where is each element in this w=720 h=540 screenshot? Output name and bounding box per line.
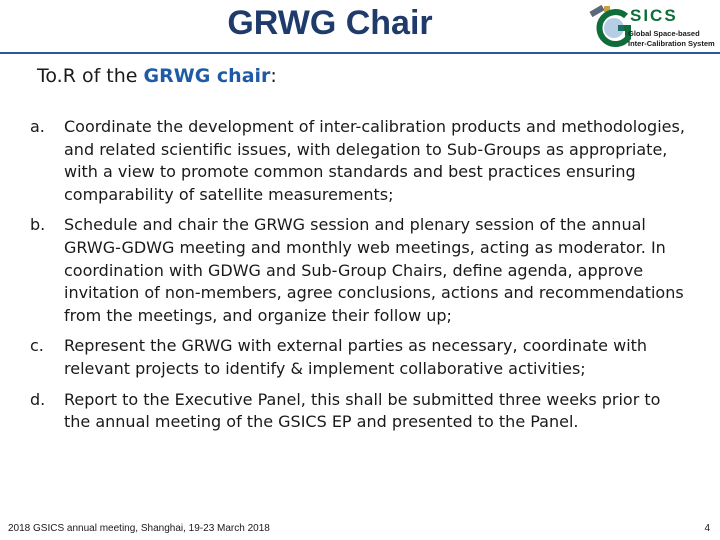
page-number: 4	[704, 523, 710, 534]
slide-subtitle	[37, 65, 277, 87]
logo-tagline-2: Inter-Calibration System	[628, 39, 715, 48]
list-item	[30, 116, 690, 206]
list-item	[30, 389, 690, 434]
list-item-text: Coordinate the development of inter-calibration products and methodologies, and related scientific issues, with delegation to Sub-Groups as appropriate, with a view to promote common standards and best practices ensuring comparability of satellite measurements;	[64, 117, 685, 204]
list-marker: a.	[30, 117, 45, 136]
terms-of-reference-list	[30, 116, 690, 442]
gsics-logo	[588, 2, 718, 52]
list-item-text: Represent the GRWG with external parties as necessary, coordinate with relevant projects to identify & implement collaborative activities;	[64, 336, 648, 378]
subtitle-suffix: :	[270, 65, 277, 87]
logo-wordmark: SICS	[630, 6, 678, 25]
footer-meeting-info: 2018 GSICS annual meeting, Shanghai, 19-23 March 2018	[8, 523, 270, 534]
list-item	[30, 335, 690, 380]
list-marker: b.	[30, 215, 46, 235]
logo-tagline-1: Global Space-based	[628, 29, 700, 38]
slide-title: GRWG Chair	[227, 4, 433, 42]
list-item	[30, 214, 690, 327]
list-marker: d.	[30, 389, 46, 409]
subtitle-prefix: To.R of the	[37, 65, 144, 87]
list-item-text: Report to the Executive Panel, this shall be submitted three weeks prior to the annual meeting of the GSICS EP and presented to the Panel.	[64, 389, 661, 432]
subtitle-highlight: GRWG chair	[143, 65, 271, 87]
list-item-text: Schedule and chair the GRWG session and plenary session of the annual GRWG-GDWG meeting and monthly web meetings, acting as moderator. In coordination with GDWG and Sub-Group Chairs, define agenda, approve invitation of non-members, agree conclusions, actions and recommendations from the meetings, and organize their follow up;	[64, 215, 684, 325]
title-divider	[0, 52, 720, 54]
list-marker: c.	[30, 336, 44, 356]
